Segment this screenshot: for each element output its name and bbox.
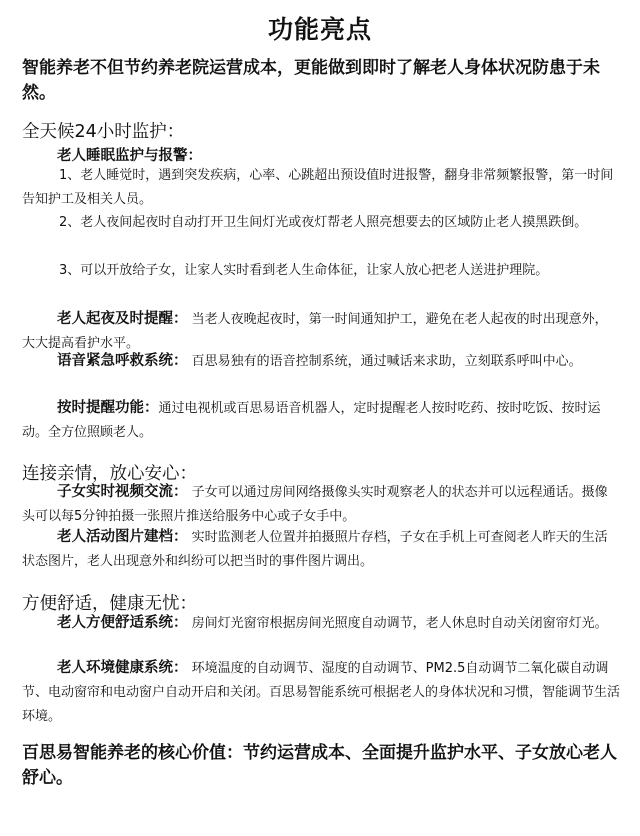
environment-system-label: 老人环境健康系统： (57, 660, 188, 676)
night-reminder-text: 当老人夜晚起夜时，第一时间通知护工，避免在老人起夜的时出现意外，大大提高看护水平。 (22, 312, 608, 351)
environment-system-text: 环境温度的自动调节、湿度的自动调节、PM2.5自动调节二氧化碳自动调节、电动窗帘和电动窗户自动开启和关闭。百思易智能系统可根据老人的身体状况和习惯，智能调节生活环境。 (22, 661, 621, 724)
comfort-system-text: 房间灯光窗帘根据房间光照度自动调节，老人休息时自动关闭窗帘灯光。 (187, 616, 608, 631)
page-title: 功能亮点 (267, 15, 372, 44)
voice-sos-paragraph (22, 349, 620, 374)
section-heading-monitoring: 全天候24小时监护： (22, 122, 185, 142)
comfort-system-paragraph (22, 611, 620, 636)
video-chat-label: 子女实时视频交流： (57, 484, 188, 500)
video-chat-text: 子女可以通过房间网络摄像头实时观察老人的状态并可以远程通话。摄像头可以每5分钟拍摄一张照片推送给服务中心或子女手中。 (22, 485, 608, 524)
photo-archive-text: 实时监测老人位置并拍摄照片存档，子女在手机上可查阅老人昨天的生活状态图片，老人出现意外和纠纷可以把当时的事件图片调出。 (22, 530, 608, 569)
sleep-item-3: 3、可以开放给子女，让家人实时看到老人生命体征，让家人放心把老人送进护理院。 (59, 263, 549, 278)
photo-archive-label: 老人活动图片建档： (57, 529, 188, 545)
sleep-monitor-heading: 老人睡眠监护与报警： (57, 148, 202, 164)
section-heading-comfort: 方便舒适，健康无忧： (22, 594, 197, 614)
sleep-item-2: 2、老人夜间起夜时自动打开卫生间灯光或夜灯帮老人照亮想要去的区域防止老人摸黑跌倒。 (59, 215, 588, 230)
section-heading-family: 连接亲情，放心安心： (22, 464, 197, 484)
voice-sos-text: 百思易独有的语音控制系统，通过喊话来求助，立刻联系呼叫中心。 (187, 354, 582, 369)
voice-sos-label: 语音紧急呼救系统： (57, 353, 188, 369)
timed-reminder-label: 按时提醒功能： (57, 400, 159, 416)
sleep-item-1: 1、老人睡觉时，遇到突发疾病，心率、心跳超出预设值时进报警，翻身非常频繁报警，第一时间告知护工及相关人员。 (22, 168, 614, 207)
video-chat-paragraph (22, 480, 620, 529)
timed-reminder-text: 通过电视机或百思易语音机器人，定时提醒老人按时吃药、按时吃饭、按时运动。全方位照顾老人。 (22, 401, 601, 440)
comfort-system-label: 老人方便舒适系统： (57, 615, 188, 631)
photo-archive-paragraph (22, 525, 620, 574)
timed-reminder-paragraph (22, 396, 620, 445)
night-reminder-label: 老人起夜及时提醒： (57, 311, 188, 327)
environment-system-paragraph (22, 656, 620, 729)
intro-statement: 智能养老不但节约养老院运营成本，更能做到即时了解老人身体状况防患于未然。 (22, 58, 600, 103)
core-value-statement: 百思易智能养老的核心价值：节约运营成本、全面提升监护水平、子女放心老人舒心。 (22, 743, 617, 788)
